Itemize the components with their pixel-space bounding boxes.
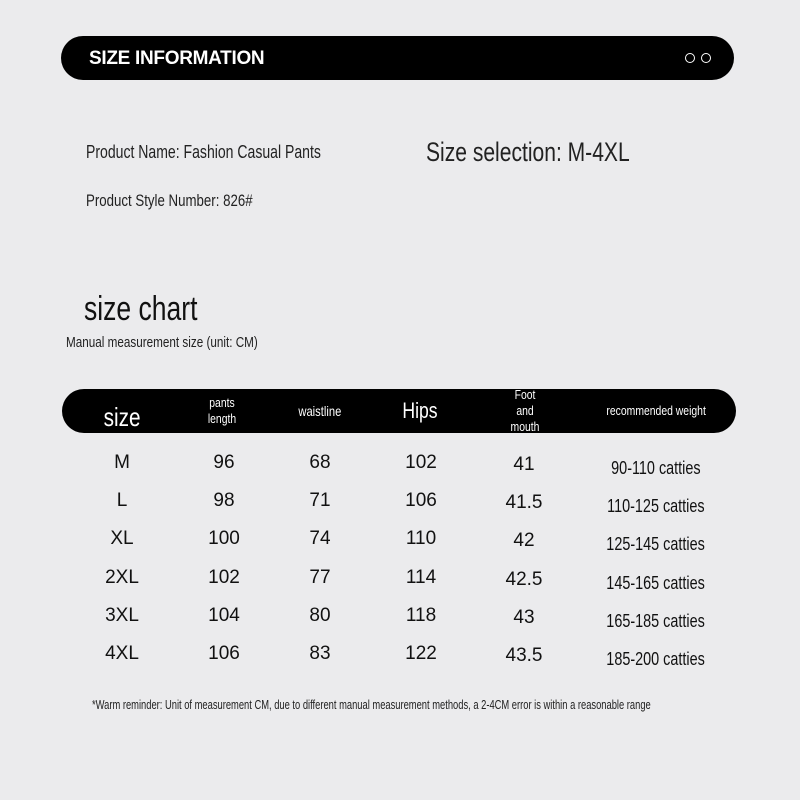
size-selection: Size selection: M-4XL (426, 137, 630, 167)
header-hips: Hips (402, 398, 438, 423)
table-cell: 68 (309, 452, 331, 473)
table-cell: 71 (309, 490, 331, 512)
banner-title: SIZE INFORMATION (89, 48, 265, 69)
table-cell: 106 (405, 490, 437, 512)
header-waistline: waistline (298, 403, 342, 419)
table-cell: 74 (309, 528, 331, 550)
table-row (62, 567, 736, 605)
table-row (62, 605, 736, 643)
table-cell: 4XL (105, 643, 139, 664)
table-cell: 165-185 catties (606, 610, 706, 631)
table-cell: 96 (213, 452, 235, 473)
table-row (62, 528, 736, 566)
table-cell: 2XL (105, 566, 139, 588)
header-pants-length: pants length (207, 395, 237, 426)
table-cell: 125-145 catties (606, 534, 706, 555)
table-cell: 77 (309, 566, 331, 588)
table-cell: 114 (405, 566, 437, 588)
table-cell: 100 (208, 528, 240, 550)
table-header (62, 389, 736, 433)
table-cell: 41.5 (505, 492, 543, 514)
table-cell: 110 (405, 528, 437, 550)
table-cell: 83 (309, 643, 331, 664)
table-row (62, 452, 736, 490)
header-size: size (103, 402, 141, 432)
table-cell: 145-165 catties (606, 572, 706, 593)
header-foot-and-mouth: Foot and mouth (510, 387, 540, 434)
header-recommended-weight: recommended weight (606, 403, 706, 418)
table-cell: 104 (208, 604, 240, 626)
table-cell: 3XL (105, 604, 139, 626)
table-cell: 102 (208, 566, 240, 588)
product-style-number: Product Style Number: 826# (86, 191, 253, 210)
table-cell: 41 (513, 454, 535, 475)
table-cell: 42 (513, 530, 535, 552)
table-cell: 110-125 catties (607, 496, 705, 517)
table-cell: XL (110, 528, 134, 550)
size-information-banner (61, 36, 734, 80)
table-row (62, 643, 736, 681)
table-cell: 90-110 catties (611, 458, 701, 478)
product-name: Product Name: Fashion Casual Pants (86, 142, 321, 162)
size-chart-subtitle: Manual measurement size (unit: CM) (66, 334, 258, 351)
table-cell: 43 (513, 606, 535, 628)
table-cell: 80 (309, 604, 331, 626)
table-cell: 185-200 catties (606, 649, 706, 669)
table-cell: 98 (213, 490, 235, 512)
table-cell: 102 (405, 452, 437, 473)
size-chart-title: size chart (84, 290, 198, 328)
table-cell: 43.5 (505, 645, 543, 666)
table-cell: M (114, 452, 130, 473)
footnote: *Warm reminder: Unit of measurement CM, due to different manual measurement methods, a 2-4CM error is within a reasonable range (92, 697, 651, 712)
table-cell: 122 (405, 643, 437, 664)
table-cell: 118 (405, 604, 437, 626)
table-row (62, 490, 736, 528)
table-cell: 42.5 (505, 568, 543, 590)
circle-icon (685, 53, 695, 63)
circle-icon (701, 53, 711, 63)
table-cell: L (116, 490, 128, 512)
table-cell: 106 (208, 643, 240, 664)
